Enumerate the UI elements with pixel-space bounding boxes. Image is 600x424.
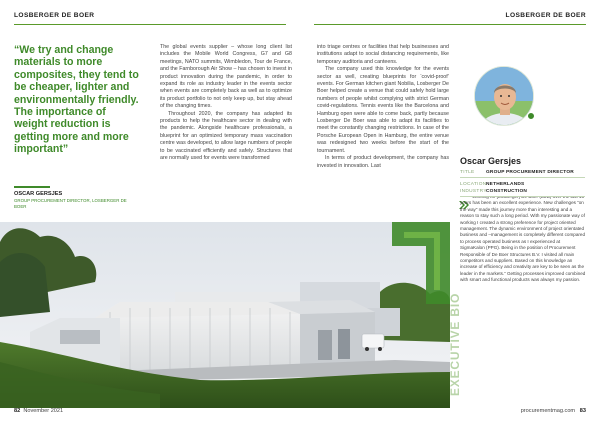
left-footer <box>14 408 63 414</box>
profile-row-title <box>460 170 585 178</box>
article-paragraph: into triage centres or facilities that help businesses and institutions adapt to social distancing requirements, like temporary auditoria and canteens. <box>317 44 449 65</box>
right-header-rule <box>314 24 586 25</box>
right-header-brand: LOSBERGER DE BOER <box>505 12 586 19</box>
profile-row-value: NETHERLANDS <box>486 182 525 187</box>
profile-row-value: GROUP PROCUREMENT DIRECTOR <box>486 170 574 175</box>
article-paragraph: The global events supplier – whose long client list includes the Mobile World Congress, G7 and G8 meetings, NATO summits, Wimbledon, Tour de France, and the Farnborough Air Show – has chosen to invest in product innovation during the pandemic, in order to expand its role as industry leader in the events sector when events are completely back as well as to optimize its product portfolio to not only keep up, but stay ahead of the changing times. <box>160 44 292 110</box>
left-header-rule <box>14 24 286 25</box>
article-column-2 <box>317 44 449 170</box>
left-header-brand: LOSBERGER DE BOER <box>14 12 95 19</box>
article-paragraph: In terms of product development, the company has invested in innovation. Last <box>317 155 449 169</box>
right-page-number: 83 <box>579 408 586 414</box>
profile-row-value: CONSTRUCTION <box>486 189 528 194</box>
warehouse-tent-image <box>0 222 450 408</box>
right-footer <box>521 408 586 414</box>
profile-row-industry <box>460 189 585 197</box>
magazine-site: procurementmag.com <box>520 408 576 414</box>
event-structure-photo <box>0 222 450 408</box>
executive-bio-section-label: EXECUTIVE BIO <box>448 292 462 396</box>
profile-name: Oscar Gersjes <box>460 156 522 166</box>
article-paragraph: Throughout 2020, the company has adapted its products to help the healthcare sector in dealing with the pandemic. Alongside healthcare professionals, a blueprint for an optimized temporary mass vaccination centre was developed, to allow large numbers of people to be vaccinated efficiently and safely. Structures that are normally used for events were transformed <box>160 110 292 162</box>
article-column-1 <box>160 44 292 163</box>
quote-divider <box>14 186 50 188</box>
pull-quote: “We try and change materials to more composites, they tend to be cheaper, lighter and environmentally friendly. The importance of weight reduction is getting more and more important” <box>14 44 139 156</box>
quote-attribution-role: GROUP PROCUREMENT DIRECTOR, LOSBERGER DE BOER <box>14 198 127 209</box>
left-page-number: 82 <box>14 408 21 414</box>
accent-dot <box>527 112 535 120</box>
executive-bio-text: years has been an excellent experience. New challenges “on the way” made this journey more than interesting and a reason to stay such a long period. With my passionate way of working I created a strong preference for project oriented management. The dynamic environment of project orientated business and –management is completely different compared to process operated business as I experienced at SigmaKalon (PPG). Being in the position of Procurement Responsible of De Boer Structures B.V. I visited all main competitors and suppliers. Based on this knowledge an increase of efficiency and creativity are key to be seen as the leader in the markets.” Getting processes improved combined with smart and functional products was always my passion. <box>460 200 586 283</box>
quote-attribution-name: OSCAR GERSJES <box>14 191 63 197</box>
article-paragraph: The company used this knowledge for the events sector as well, creating blueprints for ‘covid-proof’ events. For German kitchen giant Nobilia, Losberger De Boer helped create a venue that could safely hold large numbers of people whilst complying with strict German covid-regulations. Tennis events like the Barcelona and Hamburg open were able to come back, partly because Losberger De Boer was able to adapt its facilities to meet the constantly changing restrictions. In case of the Porsche European Open in Hamburg, the entire venue was redesigned two weeks before the start of the tournament. <box>317 66 449 154</box>
profile-row-key: TITLE <box>460 170 475 175</box>
profile-row-key: INDUSTRY <box>460 189 487 194</box>
executive-portrait <box>474 66 534 126</box>
profile-row-key: LOCATION <box>460 182 487 187</box>
portrait-image <box>475 67 534 126</box>
issue-date: November 2021 <box>23 408 64 414</box>
